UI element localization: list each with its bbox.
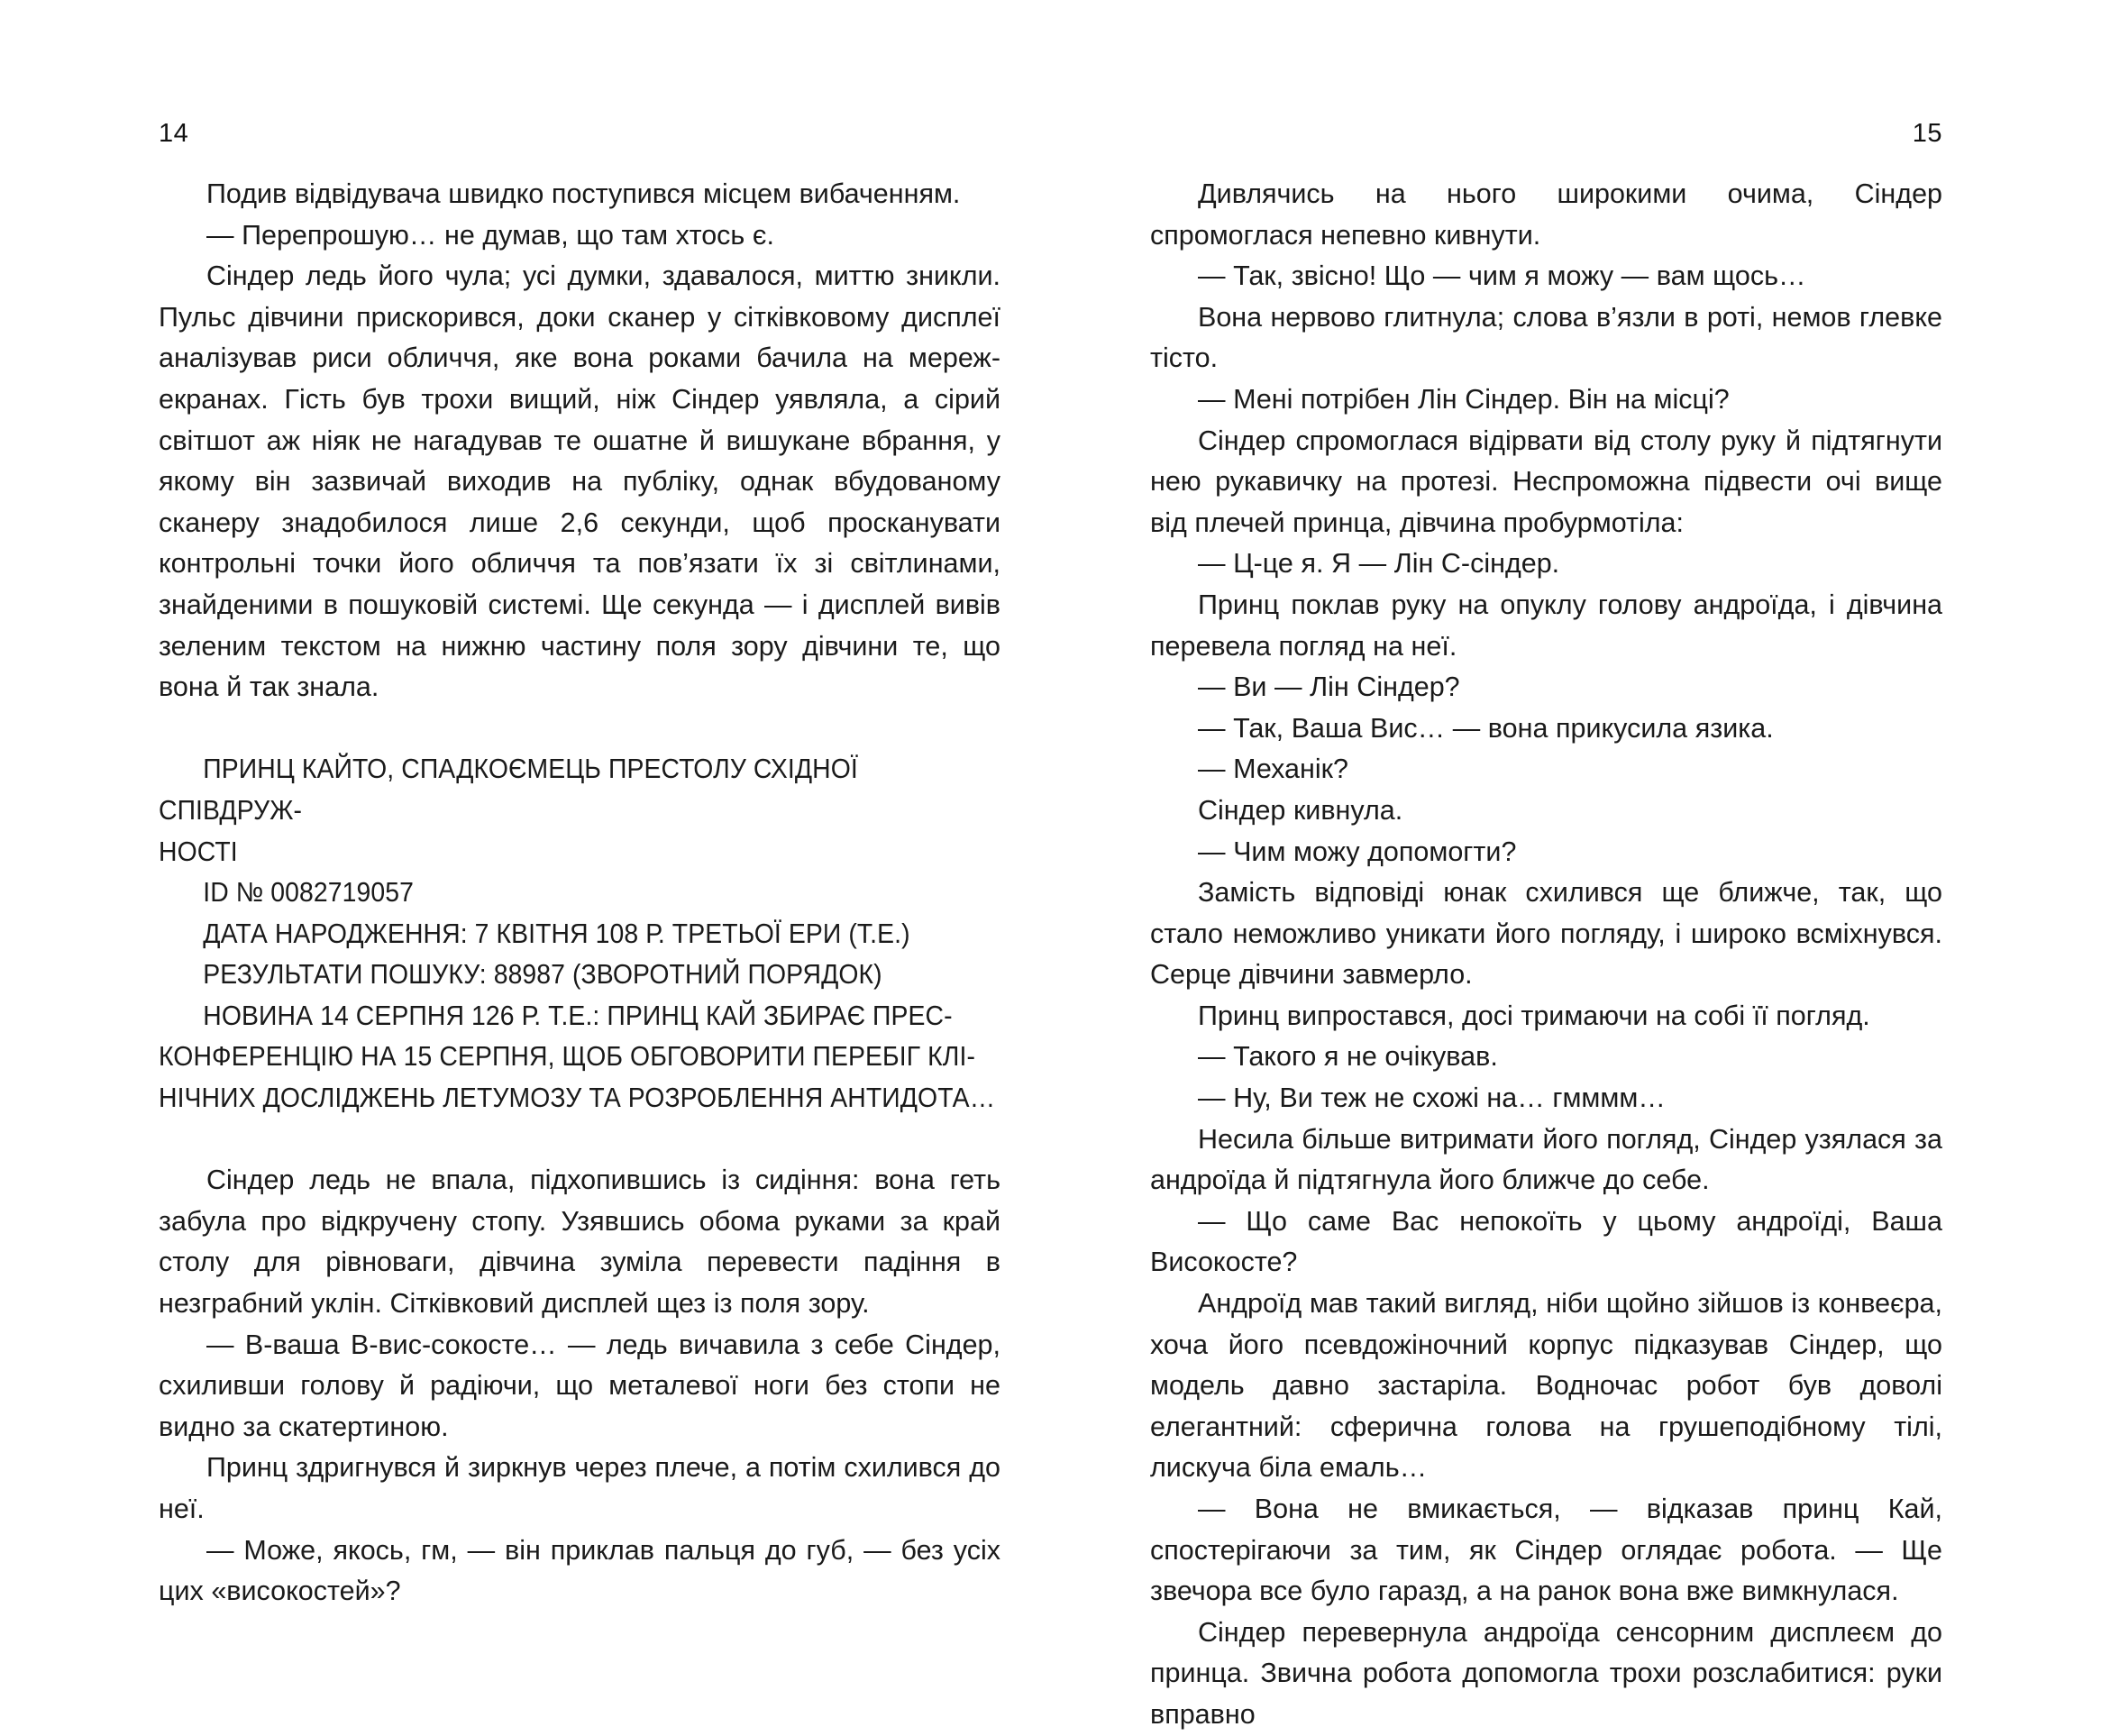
readout-line: НІЧНИХ ДОСЛІДЖЕНЬ ЛЕТУМОЗУ ТА РОЗРОБЛЕННЯ АНТИДОТА… [159, 1083, 996, 1114]
readout-line: ДАТА НАРОДЖЕННЯ: 7 КВІТНЯ 108 Р. ТРЕТЬОЇ ЕРИ (Т.Е.) [203, 918, 910, 949]
paragraph: Сіндер ледь його чула; усі думки, здавалося, миттю зникли. Пульс дівчини прискорився, доки сканер у сітківковому дисплеї аналізував риси обличчя, яке вона роками бачила на мереж-екранах. Гість був трохи вищий, ніж Сіндер уявляла, а сірий світшот аж ніяк не нагадував те ошатне й вишукане вбрання, у якому він зазвичай виходив на публіку, однак вбудованому сканеру знадобилося лише 2,6 секунди, щоб просканувати контрольні точки його обличчя та пов’язати їх зі світлинами, знайденими в пошуковій системі. Ще секунда — і дисплей вивів зеленим текстом на нижню частину поля зору дівчини те, що вона й так знала. [159, 260, 1000, 703]
dialogue-line: — Так, звісно! Що — чим я можу — вам щось… [1198, 260, 1806, 292]
dialogue-line: — Чим можу допомогти? [1198, 836, 1517, 867]
readout-line: ID № 0082719057 [203, 877, 414, 909]
readout-line: РЕЗУЛЬТАТИ ПОШУКУ: 88987 (ЗВОРОТНИЙ ПОРЯДОК) [203, 959, 882, 991]
paragraph: Принц випростався, досі тримаючи на собі її погляд. [1198, 1000, 1870, 1031]
paragraph: Замість відповіді юнак схилився ще ближче, так, що стало неможливо уникати його погляду, і широко всміхнувся. Серце дівчини завмерло. [1150, 877, 1942, 991]
page-left [0, 0, 1050, 1607]
readout-line: КОНФЕРЕНЦІЮ НА 15 СЕРПНЯ, ЩОБ ОБГОВОРИТИ ПЕРЕБІГ КЛІ- [159, 1041, 975, 1073]
dialogue-line: — Вона не вмикається, — відказав принц Кай, спостерігаючи за тим, як Сіндер оглядає робота. — Ще звечора все було гаразд, а на ранок вона вже вимкнулася. [1150, 1494, 1942, 1607]
right-column-text [1150, 174, 1942, 1736]
left-column-text [159, 174, 1000, 1613]
paragraph: Принц поклав руку на опуклу голову андроїда, і дівчина перевела погляд на неї. [1150, 589, 1942, 662]
readout-line: НОСТІ [159, 836, 238, 867]
page-right [1051, 0, 2101, 1730]
paragraph: Вона нервово глитнула; слова в’язли в роті, немов глевке тісто. [1150, 301, 1942, 374]
dialogue-line: — Так, Ваша Вис… — вона прикусила язика. [1198, 712, 1774, 744]
paragraph: Сіндер кивнула. [1198, 794, 1403, 826]
dialogue-line: — Ц-це я. Я — Лін С-сіндер. [1198, 548, 1560, 580]
paragraph: Андроїд мав такий вигляд, ніби щойно зійшов із конвеєра, хоча його псевдожіночний корпус підказував Сіндер, що модель давно застаріла. Водночас робот був доволі елегантний: сферична голова на грушеподібному тілі, лискуча біла емаль… [1150, 1288, 1942, 1484]
scanner-readout-block [159, 749, 1000, 1119]
page-number-right: 15 [1912, 119, 1942, 148]
dialogue-line: — В-ваша В-вис-сокосте… — ледь вичавила з себе Сіндер, схиливши голову й радіючи, що металевої ноги без стопи не видно за скатертиною. [159, 1329, 1000, 1442]
readout-line: ПРИНЦ КАЙТО, СПАДКОЄМЕЦЬ ПРЕСТОЛУ СХІДНОЇ СПІВДРУЖ- [159, 754, 858, 826]
dialogue-line: — Перепрошую… не думав, що там хтось є. [206, 219, 774, 251]
readout-line: НОВИНА 14 СЕРПНЯ 126 Р. Т.Е.: ПРИНЦ КАЙ ЗБИРАЄ ПРЕС- [203, 1000, 953, 1031]
page-number-left: 14 [159, 119, 189, 148]
dialogue-line: — Мені потрібен Лін Сіндер. Він на місці? [1198, 383, 1730, 415]
paragraph: Принц здригнувся й зиркнув через плече, а потім схилився до неї. [159, 1452, 1000, 1524]
dialogue-line: — Що саме Вас непокоїть у цьому андроїді, Ваша Високосте? [1150, 1205, 1942, 1278]
dialogue-line: — Механік? [1198, 754, 1348, 785]
paragraph: Подив відвідувача швидко поступився місцем вибаченням. [206, 178, 961, 209]
paragraph: Сіндер перевернула андроїда сенсорним дисплеєм до принца. Звична робота допомогла трохи розслабитися: руки вправно [1150, 1616, 1942, 1730]
paragraph: Сіндер спромоглася відірвати від столу руку й підтягнути нею рукавичку на протезі. Неспроможна підвести очі вище від плечей принца, дівчина пробурмотіла: [1150, 425, 1942, 538]
paragraph: Дивлячись на нього широкими очима, Сіндер спромоглася непевно кивнути. [1150, 178, 1942, 251]
dialogue-line: — Ну, Ви теж не схожі на… гмммм… [1198, 1083, 1666, 1114]
paragraph: Сіндер ледь не впала, підхопившись із сидіння: вона геть забула про відкручену стопу. Узявшись обома руками за край столу для рівноваги, дівчина зуміла перевести падіння в незграбний уклін. Сітківковий дисплей щез із поля зору. [159, 1165, 1000, 1320]
paragraph: Несила більше витримати його погляд, Сіндер узялася за андроїда й підтягнула його ближче до себе. [1150, 1123, 1942, 1196]
dialogue-line: — Може, якось, гм, — він приклав пальця до губ, — без усіх цих «високостей»? [159, 1534, 1000, 1607]
dialogue-line: — Такого я не очікував. [1198, 1041, 1498, 1073]
dialogue-line: — Ви — Лін Сіндер? [1198, 672, 1460, 703]
